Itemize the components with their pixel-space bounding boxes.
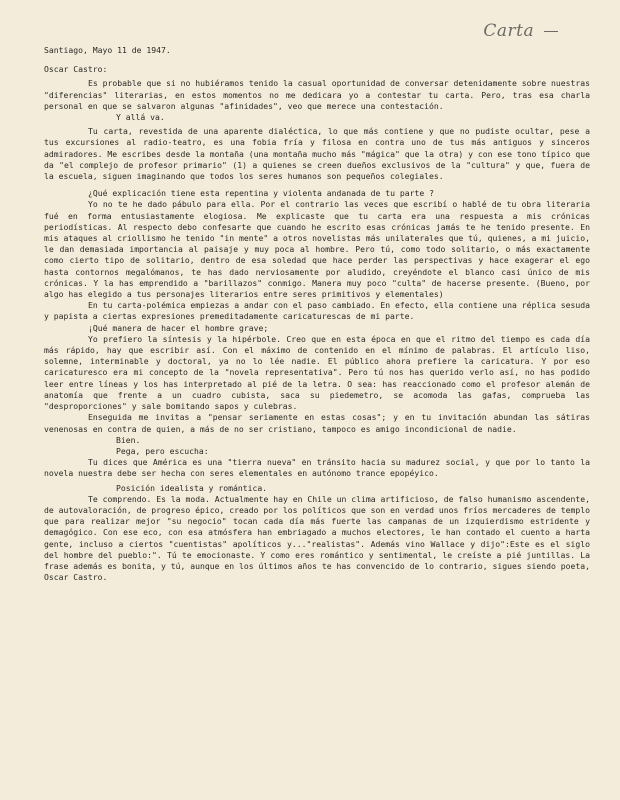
greeting: Oscar Castro: [44,64,108,75]
paragraph-14: Te comprendo. Es la moda. Actualmente hay en Chile un clima artificioso, de falso humanismo ascendente, de autovaloración, de progreso épico, creado por los políticos que son en verdad unos fríos mercaderes de templo que para realizar mejor "su negocio" tocan cada día más fuerte las campanas de un izquierdismo estridente y demagógico. Con ese eco, con esa atmósfera han embriagado a muchos electores, le han contado el cuento a harta gente, incluso a ciertos "cuentistas" apolíticos y..."realistas". Además vino Wallace y dijo":Este es el siglo del hombre del pueblo:". Tú te emocionaste. Y como eres romántico y sentimental, le creíste a pié juntillas. La frase además es bonita, y tú, aunque en los últimos años te has convencido de lo contrario, sigues siendo poeta, Oscar Castro. [44,493,590,583]
date-line: Santiago, Mayo 11 de 1947. [44,45,171,55]
annotation-underline [544,31,558,32]
letter-body [44,45,590,583]
paragraph-8: Yo prefiero la síntesis y la hipérbole. Creo que en esta época en que el ritmo del tiempo es cada día más rápido, hay que escribir así. Con el máximo de contenido en el mínimo de palabras. El artículo liso, solemne, interminable y doctoral, ya no lo lée nadie. El público ahora prefiere la caricatura. Y por eso caricaturesco era mi concepto de la "novela representativa". Pero tú nos has querido verlo así, no has podido leer entre líneas y los has interpretado al pié de la letra. O sea: has reaccionado como el profesor alemán de anatomía que frente a un cuadro cubista, saca su piedemetro, se acomoda las gafas, comprueba las "desproporciones" y sale bomitando sapos y culebras. [44,333,590,412]
paragraph-2: Y allá va. [116,112,165,123]
annotation-text: Carta [483,21,535,41]
paragraph-5: Yo no te he dado pábulo para ella. Por el contrario las veces que escribí o hablé de tu obra literaria fué en forma entusiastamente elogiosa. Me explicaste que tu carta era una respuesta a mis crónicas periodísticas. Al respecto debo confesarte que cuando he escrito esas crónicas jamás te he tenido presente. En mis ataques al criollismo he tenido "in mente" a otros novelistas más unilaterales que tú, quienes, a mi juicio, le dan demasiada importancia al paisaje y muy poca al hombre. Pero tú, como todo solitario, o más exactamente como cierto tipo de solitario, dentro de esa soledad que hace perder las perspectivas y hace exagerar el ego hasta contornos megalómanos, te has dado nerviosamente por aludido, creyéndote el blanco casi único de mis crónicas. Y la has emprendido a "barillazos" conmigo. Manera muy poco "culta" de hacerse presente. (Bueno, por algo has elegido a tus personajes literarios entre seres primitivos y elementales) [44,199,590,300]
paragraph-9: Enseguida me invitas a "pensar seriamente en estas cosas"; y en tu invitación abundan las sátiras venenosas en contra de quien, a más de no ser cristiano, tampoco es amigo incondicional de nadie. [44,412,590,434]
paragraph-13: Posición idealista y romántica. [116,482,268,493]
paragraph-4: ¿Qué explicación tiene esta repentina y violenta andanada de tu parte ? [88,188,434,199]
paragraph-7: ¡Qué manera de hacer el hombre grave; [88,322,269,333]
paragraph-6: En tu carta-polémica empiezas a andar con el paso cambiado. En efecto, ella contiene una réplica sesuda y papista a ciertas expresiones premeditadamente caricaturescas de mi parte. [44,300,590,322]
paragraph-1: Es probable que si no hubiéramos tenido la casual oportunidad de conversar detenidamente sobre nuestras "diferencias" literarias, en estos momentos no me dedicara yo a contestar tu carta. Pero, tras esa charla personal en que se salvaron algunas "afinidades", veo que merece una contestación. [44,78,590,111]
paragraph-10: Bien. [116,434,141,445]
handwritten-annotation [483,21,558,41]
paragraph-11: Pega, pero escucha: [116,445,209,456]
paragraph-3: Tu carta, revestida de una aparente dialéctica, lo que más contiene y que no pudiste ocultar, pese a tus excursiones al radio-teatro, es una fobia fría y filosa en contra uno de tus más antiguos y sinceros admiradores. Me escribes desde la montaña (una montaña mucho más "mágica" que la otra) y con ese tono típico que da "el complejo de profesor primario" (1) a quienes se creen dueños exclusivos de la "cultura" y que, fuera de la escuela, siguen imaginando que todos los seres humanos son pequeños colegiales. [44,126,590,182]
paragraph-12: Tu dices que América es una "tierra nueva" en tránsito hacia su madurez social, y que por lo tanto la novela nuestra debe ser hecha con seres elementales en autónomo trance epopéyico. [44,457,590,479]
